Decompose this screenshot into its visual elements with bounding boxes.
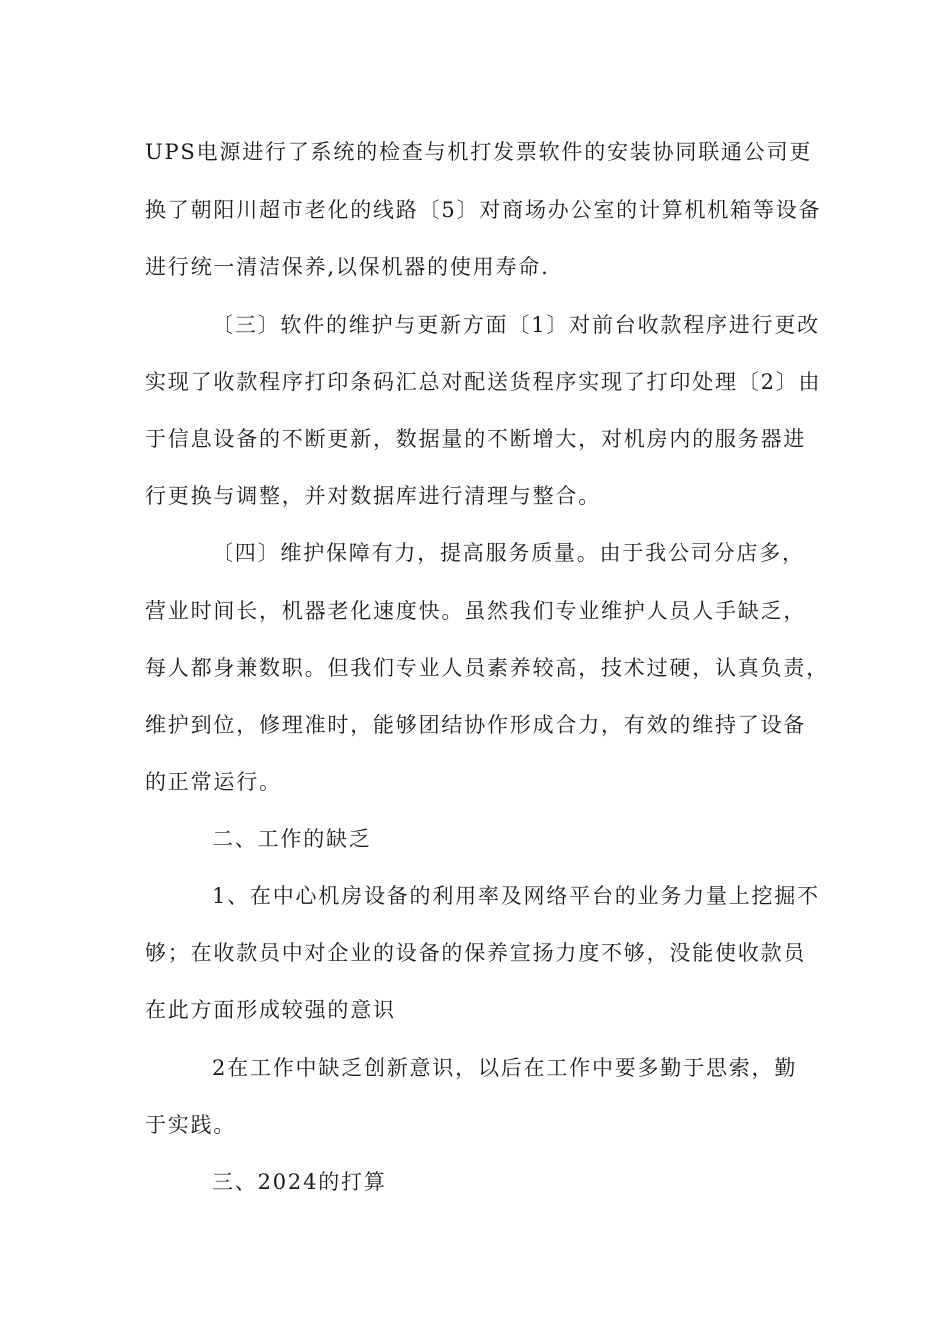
heading-plan: 三、2024的打算 [212,1170,387,1194]
paragraph-line: 在此方面形成较强的意识 [145,998,396,1022]
paragraph-line: 于信息设备的不断更新，数据量的不断增大，对机房内的服务器进 [145,427,807,451]
paragraph-line: 换了朝阳川超市老化的线路〔5〕对商场办公室的计算机机箱等设备 [145,198,822,222]
paragraph-line: 于实践。 [145,1113,237,1137]
paragraph-line: 营业时间长，机器老化速度快。虽然我们专业维护人员人手缺乏， [145,599,807,623]
item-two-line: 2在工作中缺乏创新意识，以后在工作中要多勤于思索，勤 [212,1056,798,1080]
heading-shortcomings: 二、工作的缺乏 [212,827,372,851]
section-four-line: 〔四〕维护保障有力，提高服务质量。由于我公司分店多， [212,541,805,565]
paragraph-line: 的正常运行。 [145,770,282,794]
paragraph-line: 进行统一清洁保养,以保机器的使用寿命. [145,255,550,279]
paragraph-line: 行更换与调整，并对数据库进行清理与整合。 [145,484,601,508]
section-three-line: 〔三〕软件的维护与更新方面〔1〕对前台收款程序进行更改 [212,313,820,337]
item-one-line: 1、在中心机房设备的利用率及网络平台的业务力量上挖掘不 [212,884,820,908]
paragraph-line: 每人都身兼数职。但我们专业人员素养较高，技术过硬，认真负责， [145,656,829,680]
paragraph-line: 实现了收款程序打印条码汇总对配送货程序实现了打印处理〔2〕由 [145,370,822,394]
paragraph-line: 维护到位，修理准时，能够团结协作形成合力，有效的维持了设备 [145,713,807,737]
paragraph-line: UPS电源进行了系统的检查与机打发票软件的安装协同联通公司更 [145,140,813,164]
paragraph-line: 够；在收款员中对企业的设备的保养宣扬力度不够，没能使收款员 [145,941,807,965]
